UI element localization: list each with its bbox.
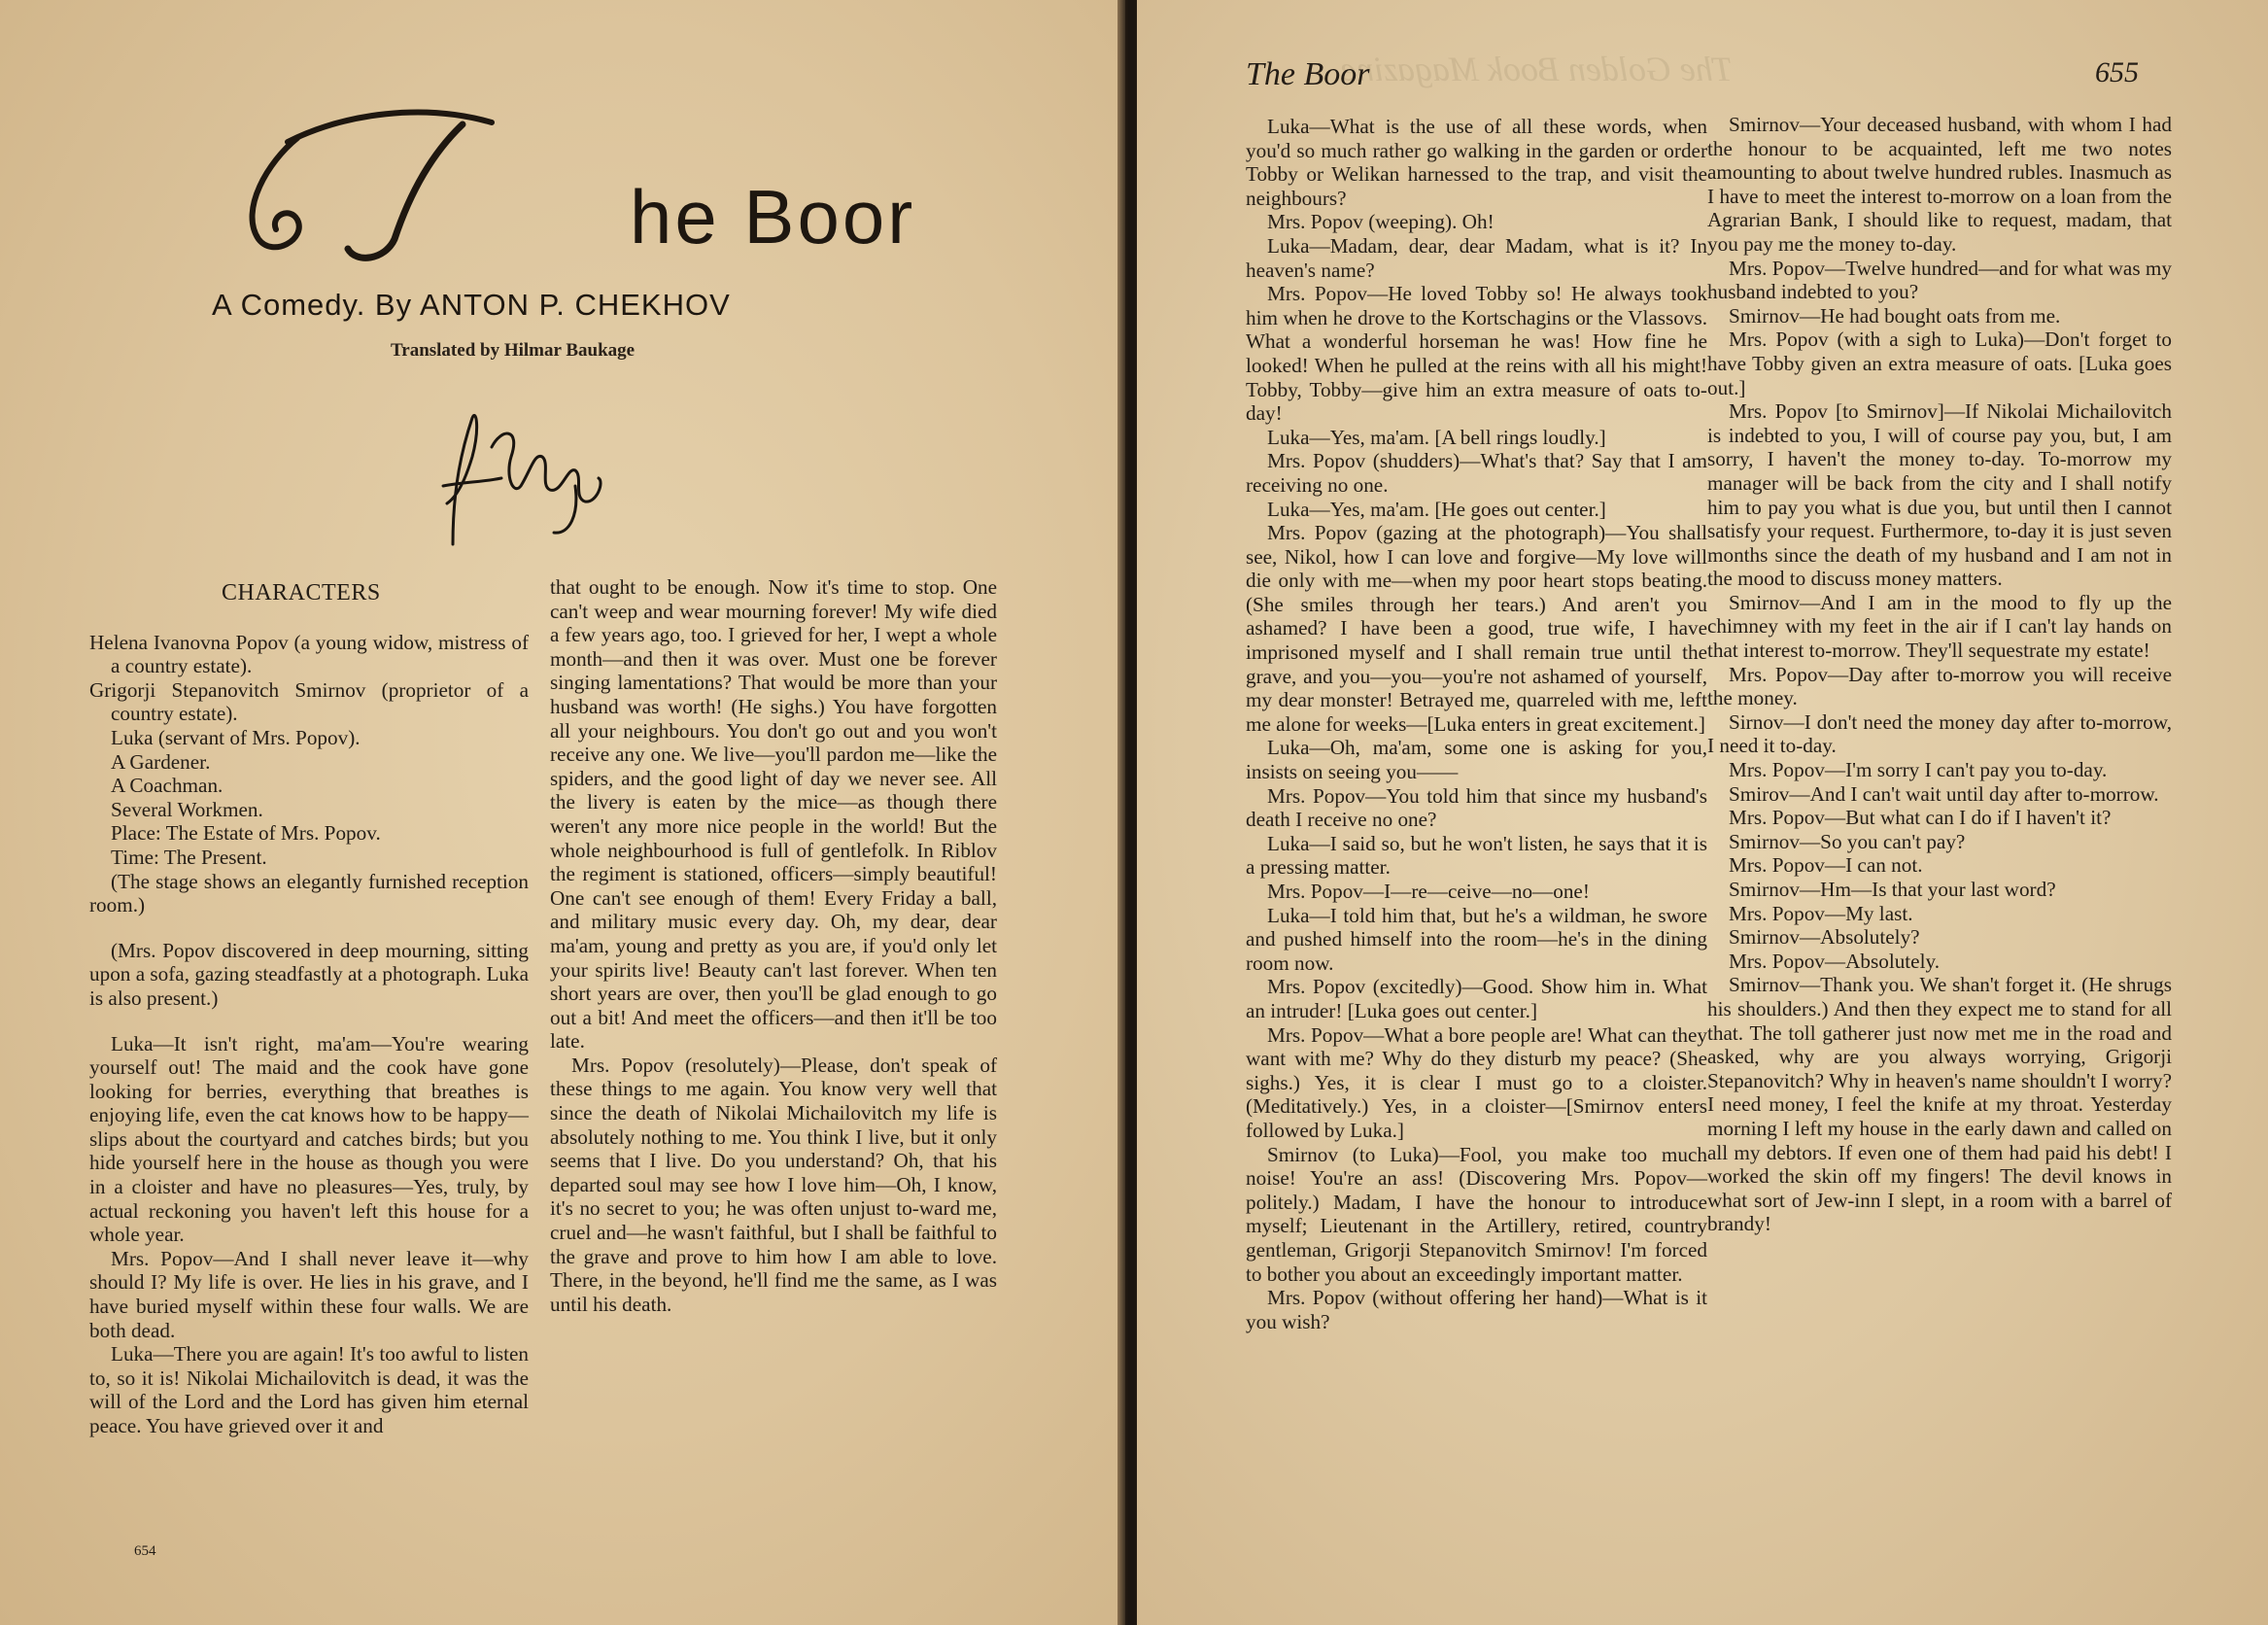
left-column-2	[550, 575, 997, 1316]
dialogue-paragraph: Mrs. Popov—He loved Tobby so! He always took him when he drove to the Kortschagins or the Vlassovs. What a wonderful horseman he was! How fine he looked! When he pulled at the reins with all his might! Tobby, Tobby—give him an extra measure of oats to-day!	[1246, 282, 1707, 426]
dialogue-paragraph: Mrs. Popov—I—re—ceive—no—one!	[1267, 880, 1590, 903]
character-entry: Several Workmen.	[111, 797, 263, 821]
running-head: The Boor	[1246, 56, 1370, 92]
article-title	[630, 173, 915, 261]
dialogue-paragraph: Smirnov—And I am in the mood to fly up the chimney with my feet in the air if I can't lay hands on that interest to-morrow. They'll sequestrate my estate!	[1707, 590, 2172, 663]
byline: A Comedy. By ANTON P. CHEKHOV	[212, 288, 731, 322]
dialogue-paragraph: Mrs. Popov—Twelve hundred—and for what was my husband indebted to you?	[1707, 256, 2172, 304]
character-entry: Place: The Estate of Mrs. Popov.	[111, 821, 381, 846]
dialogue-paragraph: Mrs. Popov—And I shall never leave it—why should I? My life is over. He lies in his grave, and I have buried myself within these four walls. We are both dead.	[89, 1246, 529, 1342]
translator-credit: Translated by Hilmar Baukage	[391, 340, 636, 361]
dialogue-paragraph: Mrs. Popov (gazing at the photograph)—You shall see, Nikol, how I can love and forgive—My love will die only with me—when my poor heart stops beating. (She smiles through her tears.) And aren't you ashamed? I have been a good, true wife, I have imprisoned myself and I shall remain true until the grave, and you—you—you're not ashamed of yourself, my dear monster! Betrayed me, quarreled with me, left me alone for weeks—[Luka enters in great excitement.]	[1246, 521, 1707, 736]
dialogue-paragraph: Mrs. Popov—You told him that since my husband's death I receive no one?	[1246, 783, 1707, 832]
dialogue-paragraph: Mrs. Popov—What a bore people are! What can they want with me? Why do they disturb my peace? (She sighs.) Yes, it is clear I must go to a cloister. (Meditatively.) Yes, in a cloister—[Smirnov enters followed by Luka.]	[1246, 1022, 1707, 1142]
characters-heading: CHARACTERS	[222, 580, 381, 605]
right-column-1	[1246, 115, 1707, 1333]
character-entry: A Coachman.	[111, 774, 223, 798]
page-number-right: 655	[2095, 56, 2139, 88]
dialogue-paragraph: Smirnov—Thank you. We shan't forget it. (He shrugs his shoulders.) And then they expect me to stand for all that. The toll gatherer just now met me in the road and asked, why are you always worrying, Grigorji Stepanovitch? Why in heaven's name shouldn't I worry? I need money, I feel the knife at my throat. Yesterday morning I left my house in the early dawn and called on all my debtors. If even one of them had paid his debt! I worked the skin off my fingers! The devil knows in what sort of Jew-inn I slept, in a room with a barrel of brandy!	[1707, 973, 2172, 1236]
character-entry: Helena Ivanovna Popov (a young widow, mistress of a country estate).	[89, 630, 529, 678]
right-page	[1137, 0, 2268, 1625]
dialogue-paragraph: Mrs. Popov (weeping). Oh!	[1267, 210, 1495, 234]
dialogue-paragraph: Luka—Yes, ma'am. [He goes out center.]	[1267, 497, 1606, 521]
dialogue-paragraph: Luka—There you are again! It's too awful to listen to, so it is! Nikolai Michailovitch is dead, it was the will of the Lord and the Lord has given him eternal peace. You have grieved over it and	[89, 1342, 529, 1437]
dialogue-paragraph: Luka—What is the use of all these words, when you'd so much rather go walking in the garden or order Tobby or Welikan harnessed to the trap, and visit the neighbours?	[1246, 115, 1707, 210]
stage-direction: (The stage shows an elegantly furnished reception room.)	[89, 869, 529, 917]
character-entry: A Gardener.	[111, 749, 211, 774]
right-column-2	[1707, 113, 2172, 1236]
dialogue-paragraph: Luka—I said so, but he won't listen, he says that it is a pressing matter.	[1246, 831, 1707, 880]
dialogue-paragraph: Luka—I told him that, but he's a wildman, he swore and pushed himself into the room—he's in the dining room now.	[1246, 903, 1707, 975]
dialogue-paragraph: Smirnov—Absolutely?	[1729, 925, 1920, 950]
dialogue-paragraph: Mrs. Popov (excitedly)—Good. Show him in. What an intruder! [Luka goes out center.]	[1246, 975, 1707, 1022]
dialogue-paragraph: Smirnov (to Luka)—Fool, you make too much noise! You're an ass! (Discovering Mrs. Popov—politely.) Madam, I have the honour to introduce myself; Lieutenant in the Artillery, retired, country gentleman, Grigorji Stepanovitch Smirnov! I'm forced to bother you about an exceedingly important matter.	[1246, 1142, 1707, 1286]
stage-direction: (Mrs. Popov discovered in deep mourning, sitting upon a sofa, gazing steadfastly at a photograph. Luka is also present.)	[89, 938, 529, 1010]
dialogue-paragraph: Mrs. Popov—Absolutely.	[1729, 949, 1940, 973]
bleed-through-text: The Golden Book Magazine	[1341, 50, 1733, 88]
dialogue-paragraph: Mrs. Popov—My last.	[1729, 901, 1913, 925]
dialogue-paragraph: Smirnov—So you can't pay?	[1729, 829, 1966, 853]
dialogue-paragraph: Mrs. Popov—But what can I do if I haven't it?	[1729, 806, 2112, 830]
dialogue-paragraph: Luka—Madam, dear, dear Madam, what is it? In heaven's name?	[1246, 233, 1707, 282]
title-script-initial	[229, 103, 511, 268]
dialogue-paragraph: Sirnov—I don't need the money day after to-morrow, I need it to-day.	[1707, 709, 2172, 758]
dialogue-paragraph: that ought to be enough. Now it's time to stop. One can't weep and wear mourning forever! My wife died a few years ago, too. I grieved for her, I wept a whole month—and then it was over. Must one be forever singing lamentations? That would be more than your husband was worth! (He sighs.) You have forgotten all your neighbours. You don't go out and you won't receive any one. We live—you'll pardon me—like the spiders, and the good light of day we never see. All the livery is eaten by the mice—as though there weren't any more nice people in the world! But the whole neighbourhood is full of gentlefolk. In Riblov the regiment is stationed, officers—simply beautiful! One can't see enough of them! Every Friday a ball, and military music every day. Oh, my dear, dear ma'am, young and pretty as you are, if you'd only let your spirits live! Beauty can't last forever. When ten short years are over, then you'll be glad enough to go out a bit! And meet the officers—and then it'll be too late.	[550, 575, 997, 1054]
left-page	[0, 0, 1125, 1625]
character-entry: Luka (servant of Mrs. Popov).	[111, 725, 361, 749]
character-entry: Time: The Present.	[111, 845, 267, 869]
dialogue-paragraph: Luka—Oh, ma'am, some one is asking for you, insists on seeing you——	[1246, 736, 1707, 784]
dialogue-paragraph: Luka—It isn't right, ma'am—You're wearing yourself out! The maid and the cook have gone looking for berries, everything that breathes is enjoying life, even the cat knows how to be happy—slips about the courtyard and catches birds; but you hide yourself here in the house as though you were in a cloister and have no pleasures—Yes, truly, by actual reckoning you haven't left this house for a whole year.	[89, 1031, 529, 1247]
dialogue-paragraph: Mrs. Popov—Day after to-morrow you will receive the money.	[1707, 662, 2172, 710]
dialogue-paragraph: Mrs. Popov (resolutely)—Please, don't speak of these things to me again. You know very well that since the death of Nikolai Michailovitch my life is absolutely nothing to me. You think I live, but it only seems that I live. Do you understand? Oh, that his departed soul may see how I love him—Oh, I know, it's no secret to you; he was often unjust to-ward me, cruel and—he wasn't faithful, but I shall be faithful to the grave and prove to him how I am able to love. There, in the beyond, he'll find me the same, as I was until his death.	[550, 1053, 997, 1316]
dialogue-paragraph: Smirov—And I can't wait until day after to-morrow.	[1729, 781, 2159, 806]
dialogue-paragraph: Smirnov—Hm—Is that your last word?	[1729, 878, 2056, 901]
dialogue-paragraph: Mrs. Popov [to Smirnov]—If Nikolai Michailovitch is indebted to you, I will of course pay you, but, I am sorry, I haven't the money to-day. To-morrow my manager will be back from the city and I shall notify him to pay you what is due you, but until then I cannot satisfy your request. Furthermore, to-day it is just seven months since the death of my husband and I am not in the mood to discuss money matters.	[1707, 399, 2172, 591]
left-column-1	[89, 581, 529, 1438]
dialogue-paragraph: Mrs. Popov—I'm sorry I can't pay you to-day.	[1729, 758, 2108, 782]
dialogue-paragraph: Luka—Yes, ma'am. [A bell rings loudly.]	[1267, 425, 1606, 449]
dialogue-paragraph: Mrs. Popov (shudders)—What's that? Say that I am receiving no one.	[1246, 449, 1707, 497]
dialogue-paragraph: Mrs. Popov (with a sigh to Luka)—Don't forget to have Tobby given an extra measure of oats. [Luka goes out.]	[1707, 328, 2172, 399]
dialogue-paragraph: Smirnov—He had bought oats from me.	[1729, 303, 2061, 328]
dialogue-paragraph: Mrs. Popov—I can not.	[1729, 853, 1923, 878]
page-number-left: 654	[134, 1543, 156, 1559]
character-entry: Grigorji Stepanovitch Smirnov (proprietor of a country estate).	[89, 677, 529, 726]
dialogue-paragraph: Mrs. Popov (without offering her hand)—What is it you wish?	[1246, 1286, 1707, 1333]
author-signature	[433, 389, 628, 564]
title-text: he Boor	[630, 174, 916, 259]
dialogue-paragraph: Smirnov—Your deceased husband, with whom I had the honour to be acquainted, left me two notes amounting to about twelve hundred rubles. Inasmuch as I have to meet the interest to-morrow on a loan from the Agrarian Bank, I should like to request, madam, that you pay me the money to-day.	[1707, 113, 2172, 256]
